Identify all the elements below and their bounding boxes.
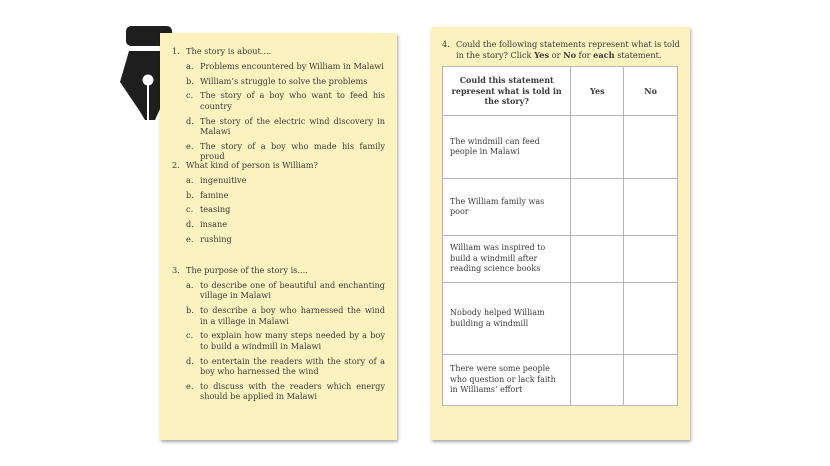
answer-option[interactable]: c. The story of a boy who want to feed his country <box>186 90 385 111</box>
answer-option[interactable]: a. Problems encountered by William in Malawi <box>186 60 384 71</box>
no-cell[interactable] <box>624 116 678 179</box>
table-row <box>443 355 678 406</box>
answer-option[interactable]: d. to entertain the readers with the story of a boy who harnessed the wind <box>186 355 385 377</box>
answer-option[interactable]: e. The story of a boy who made his family proud <box>186 140 385 162</box>
answer-option[interactable]: a. ingenuitive <box>186 174 247 185</box>
yes-cell[interactable] <box>571 355 624 406</box>
statement-cell: There were some people who question or lack faith in Williams’ effort <box>443 355 571 406</box>
yes-cell[interactable] <box>571 179 624 236</box>
table-header-row <box>443 67 678 116</box>
question-1 <box>172 46 385 162</box>
answer-option[interactable]: d. insane <box>186 219 228 230</box>
no-cell[interactable] <box>624 179 678 236</box>
answer-option[interactable]: e. to discuss with the readers which energy should be applied in Malawi <box>186 380 385 402</box>
no-cell[interactable] <box>624 355 678 406</box>
statement-cell: The William family was poor <box>443 179 571 236</box>
table-row <box>443 236 678 283</box>
yes-cell[interactable] <box>571 116 624 179</box>
question-2 <box>172 160 385 244</box>
question-3 <box>172 265 385 402</box>
answer-option[interactable]: b. to describe a boy who harnessed the wind in a village in Malawi <box>186 305 385 326</box>
header-statement: Could this statement represent what is told in the story? <box>443 67 571 116</box>
statement-cell: Nobody helped William building a windmill <box>443 283 571 355</box>
table-row <box>443 116 678 179</box>
statement-cell: William was inspired to build a windmill after reading science books <box>443 236 571 283</box>
question-stem: 1. The story is about.... <box>172 46 272 56</box>
no-cell[interactable] <box>624 283 678 355</box>
answer-option[interactable]: c. to explain how many steps needed by a boy to build a windmill in Malawi <box>186 330 385 351</box>
table-row <box>443 179 678 236</box>
question-4-text: Could the following statements represent what is told in the story? Click Yes or No for each statement. <box>456 39 680 60</box>
answer-option[interactable]: b. famine <box>186 189 229 200</box>
yes-cell[interactable] <box>571 236 624 283</box>
statement-table <box>442 66 678 406</box>
yes-cell[interactable] <box>571 283 624 355</box>
statement-cell: The windmill can feed people in Malawi <box>443 116 571 179</box>
header-yes: Yes <box>571 67 624 116</box>
no-cell[interactable] <box>624 236 678 283</box>
header-no: No <box>624 67 678 116</box>
question-stem: 3. The purpose of the story is.... <box>172 265 308 275</box>
answer-option[interactable]: e. rushing <box>186 233 232 244</box>
table-row <box>443 283 678 355</box>
answer-option[interactable]: c. teasing <box>186 204 231 215</box>
answer-option[interactable]: b. William’s struggle to solve the problems <box>186 75 368 86</box>
questions-card-right <box>431 27 690 440</box>
questions-card-left <box>160 33 397 440</box>
answer-option[interactable]: d. The story of the electric wind discovery in Malawi <box>186 115 385 137</box>
question-stem: 2. What kind of person is William? <box>172 160 318 170</box>
answer-option[interactable]: a. to describe one of beautiful and enchanting village in Malawi <box>186 279 385 301</box>
question-4: 4. Could the following statements represent what is told in the story? Click Yes or No for each statement. <box>442 39 680 60</box>
